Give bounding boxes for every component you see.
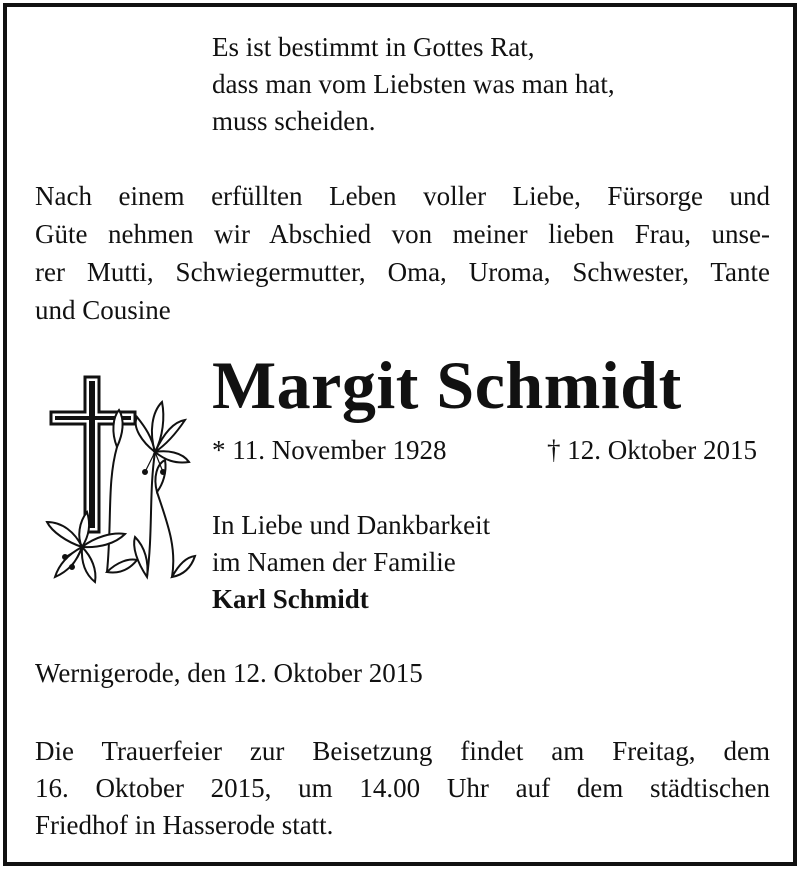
cross-with-lilies-icon	[37, 372, 197, 592]
funeral-line: Friedhof in Hasserode statt.	[35, 810, 334, 840]
closing-line: im Namen der Familie	[212, 547, 456, 577]
place-and-date: Wernigerode, den 12. Oktober 2015	[35, 658, 423, 688]
funeral-line: 16. Oktober 2015, um 14.00 Uhr auf dem städtischen	[35, 773, 770, 803]
closing-line: In Liebe und Dankbarkeit	[212, 510, 491, 540]
poem	[212, 29, 615, 140]
obituary-notice	[3, 3, 797, 866]
intro-line: und Cousine	[35, 295, 171, 325]
poem-line: muss scheiden.	[212, 106, 376, 136]
death-date: † 12. Oktober 2015	[547, 435, 757, 465]
closing-block	[212, 507, 490, 618]
life-dates	[212, 432, 757, 468]
intro-line: Nach einem erfüllten Leben voller Liebe, Fürsorge und	[35, 181, 770, 211]
poem-line: Es ist bestimmt in Gottes Rat,	[212, 32, 535, 62]
intro-paragraph	[35, 177, 770, 329]
poem-line: dass man vom Liebsten was man hat,	[212, 69, 615, 99]
funeral-notice	[35, 733, 770, 844]
funeral-line: Die Trauerfeier zur Beisetzung findet am Freitag, dem	[35, 736, 770, 766]
birth-date: * 11. November 1928	[212, 435, 447, 465]
signatory-name: Karl Schmidt	[212, 584, 369, 614]
intro-line: Güte nehmen wir Abschied von meiner lieben Frau, unse-	[35, 219, 770, 249]
deceased-name: Margit Schmidt	[212, 347, 682, 423]
intro-line: rer Mutti, Schwiegermutter, Oma, Uroma, Schwester, Tante	[35, 257, 770, 287]
